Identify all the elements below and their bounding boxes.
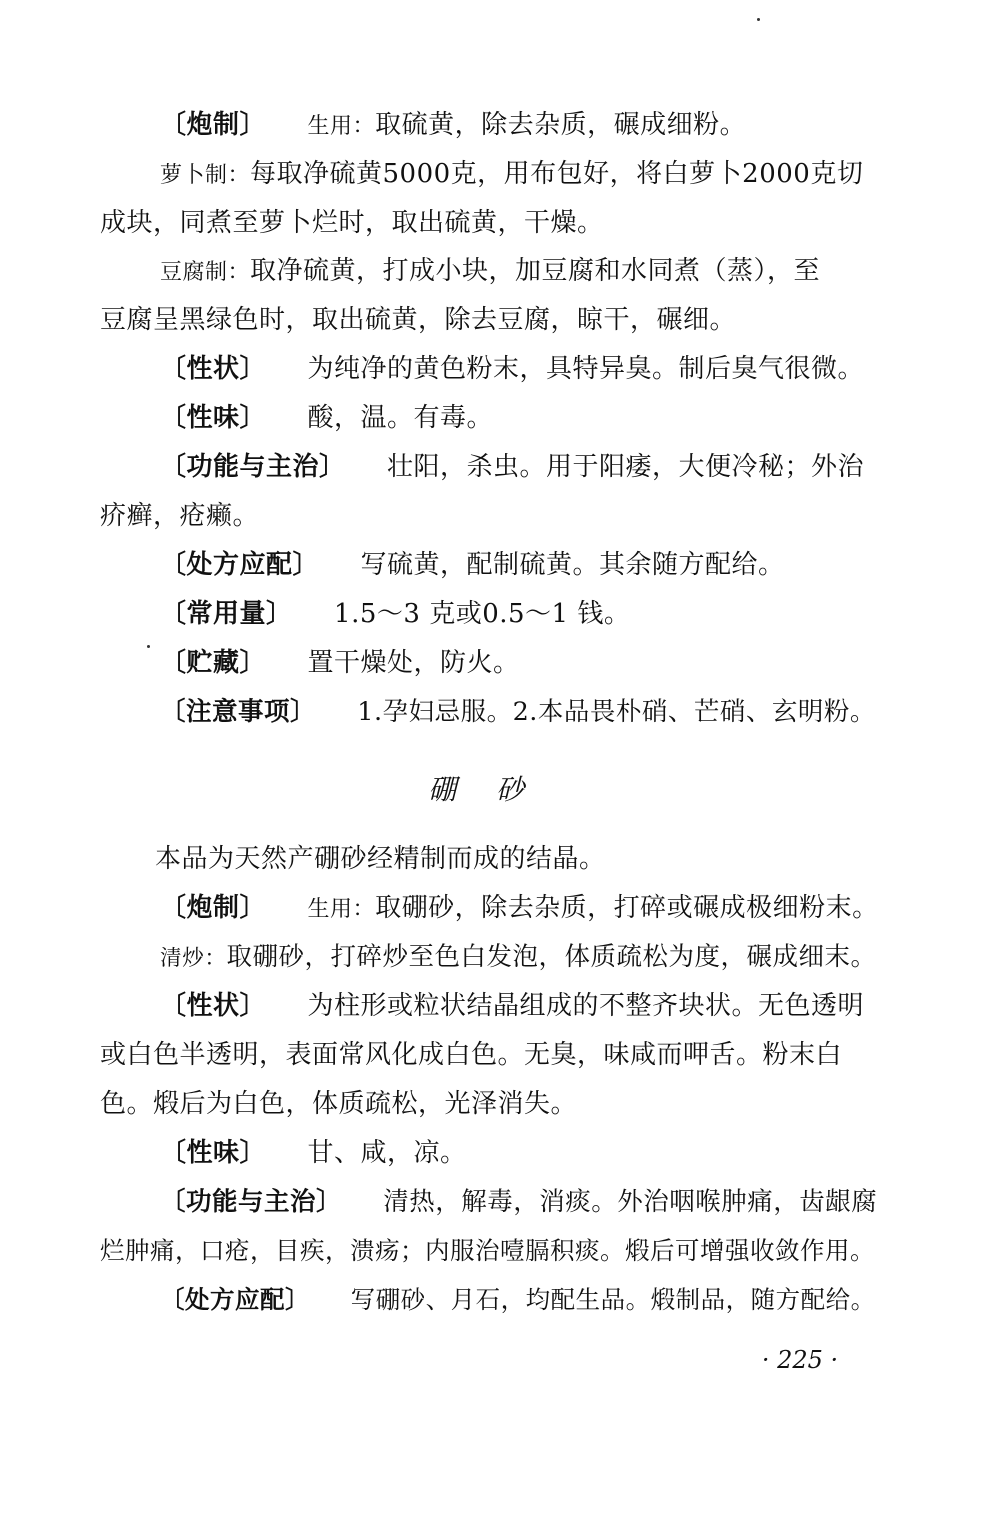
xingzhuang2-line-3 bbox=[100, 1087, 880, 1121]
paozhi2-line bbox=[160, 891, 880, 927]
scan-speck bbox=[757, 18, 760, 21]
xingzhuang2-line-1 bbox=[160, 989, 880, 1023]
gongneng2-line-1 bbox=[160, 1185, 880, 1219]
section-heading: 硼砂 bbox=[427, 773, 564, 806]
qingchao-text: 取硼砂，打碎炒至色白发泡，体质疏松为度，碾成细末。 bbox=[226, 942, 877, 972]
luobo-text-1: 每取净硫黄5000克，用布包好，将白萝卜2000克切 bbox=[250, 159, 864, 189]
zhuyi-text: 1.孕妇忌服。2.本品畏朴硝、芒硝、玄明粉。 bbox=[357, 697, 876, 727]
doufu-line-1 bbox=[160, 254, 880, 290]
doufu-text-1: 取净硫黄，打成小块，加豆腐和水同煮（蒸），至 bbox=[250, 256, 821, 286]
xingzhuang-line bbox=[160, 352, 880, 386]
zhucang-tag: 〔贮藏〕 bbox=[160, 648, 267, 678]
scan-speck bbox=[147, 645, 150, 648]
paozhi-text: 取硫黄，除去杂质，碾成细粉。 bbox=[375, 110, 747, 140]
paozhi-method: 生用： bbox=[307, 114, 376, 139]
yongliang-line bbox=[160, 597, 880, 631]
xingwei2-tag: 〔性味〕 bbox=[160, 1138, 267, 1168]
chufang2-tag: 〔处方应配〕 bbox=[160, 1285, 310, 1314]
doufu-text-2: 豆腐呈黑绿色时，取出硫黄，除去豆腐，晾干，碾细。 bbox=[100, 305, 737, 335]
chufang-text: 写硫黄，配制硫黄。其余随方配给。 bbox=[360, 550, 785, 580]
xingzhuang2-line-2 bbox=[100, 1038, 880, 1072]
zhuyi-line bbox=[160, 695, 880, 729]
yongliang-tag: 〔常用量〕 bbox=[160, 599, 293, 629]
gongneng-tag: 〔功能与主治〕 bbox=[160, 452, 346, 482]
gongneng2-text-2: 烂肿痛，口疮，目疾，溃疡；内服治噎膈积痰。煅后可增强收敛作用。 bbox=[100, 1236, 875, 1265]
xingwei2-line bbox=[160, 1136, 880, 1170]
xingwei-tag: 〔性味〕 bbox=[160, 403, 267, 433]
xingwei-line bbox=[160, 401, 880, 435]
xingzhuang2-tag: 〔性状〕 bbox=[160, 991, 267, 1021]
page-number: · 225 · bbox=[761, 1346, 839, 1374]
doufu-method: 豆腐制： bbox=[160, 260, 251, 285]
luobo-method: 萝卜制： bbox=[160, 163, 251, 188]
xingwei2-text: 甘、咸，凉。 bbox=[307, 1138, 467, 1168]
chufang2-text: 写硼砂、月石，均配生品。煅制品，随方配给。 bbox=[350, 1285, 876, 1314]
yongliang-text: 1.5～3 克或0.5～1 钱。 bbox=[334, 599, 631, 629]
chufang2-line bbox=[160, 1283, 880, 1317]
qingchao-method: 清炒： bbox=[160, 946, 227, 971]
gongneng-text-2: 疥癣，疮癞。 bbox=[100, 501, 260, 531]
paozhi2-method: 生用： bbox=[307, 897, 376, 922]
xingzhuang-text: 为纯净的黄色粉末，具特异臭。制后臭气很微。 bbox=[307, 354, 865, 384]
qingchao-line bbox=[160, 940, 880, 976]
intro-line bbox=[155, 842, 935, 876]
zhuyi-tag: 〔注意事项〕 bbox=[160, 697, 317, 727]
gongneng-line-2 bbox=[100, 499, 880, 533]
zhucang-line bbox=[160, 646, 880, 680]
luobo-text-2: 成块，同煮至萝卜烂时，取出硫黄，干燥。 bbox=[100, 208, 604, 238]
chufang-line bbox=[160, 548, 880, 582]
gongneng2-tag: 〔功能与主治〕 bbox=[160, 1187, 343, 1217]
xingzhuang-tag: 〔性状〕 bbox=[160, 354, 267, 384]
xingzhuang2-text-2: 或白色半透明，表面常风化成白色。无臭，味咸而呷舌。粉末白 bbox=[100, 1040, 843, 1070]
paozhi2-tag: 〔炮制〕 bbox=[160, 893, 267, 923]
paozhi-tag: 〔炮制〕 bbox=[160, 110, 267, 140]
xingzhuang2-text-1: 为柱形或粒状结晶组成的不整齐块状。无色透明 bbox=[307, 991, 865, 1021]
luobo-line-1 bbox=[160, 157, 880, 193]
gongneng2-line-2 bbox=[100, 1234, 880, 1268]
gongneng-line-1 bbox=[160, 450, 880, 484]
paozhi2-text: 取硼砂，除去杂质，打碎或碾成极细粉末。 bbox=[375, 893, 879, 923]
intro-text: 本品为天然产硼砂经精制而成的结晶。 bbox=[155, 844, 606, 874]
zhucang-text: 置干燥处，防火。 bbox=[307, 648, 520, 678]
luobo-line-2 bbox=[100, 206, 880, 240]
gongneng2-text-1: 清热，解毒，消痰。外治咽喉肿痛，齿龈腐 bbox=[383, 1187, 878, 1217]
xingwei-text: 酸，温。有毒。 bbox=[307, 403, 494, 433]
chufang-tag: 〔处方应配〕 bbox=[160, 550, 320, 580]
gongneng-text-1: 壮阳，杀虫。用于阳痿，大便冷秘；外治 bbox=[387, 452, 865, 482]
doufu-line-2 bbox=[100, 303, 880, 337]
xingzhuang2-text-3: 色。煅后为白色，体质疏松，光泽消失。 bbox=[100, 1089, 578, 1119]
paozhi-line bbox=[160, 108, 880, 144]
